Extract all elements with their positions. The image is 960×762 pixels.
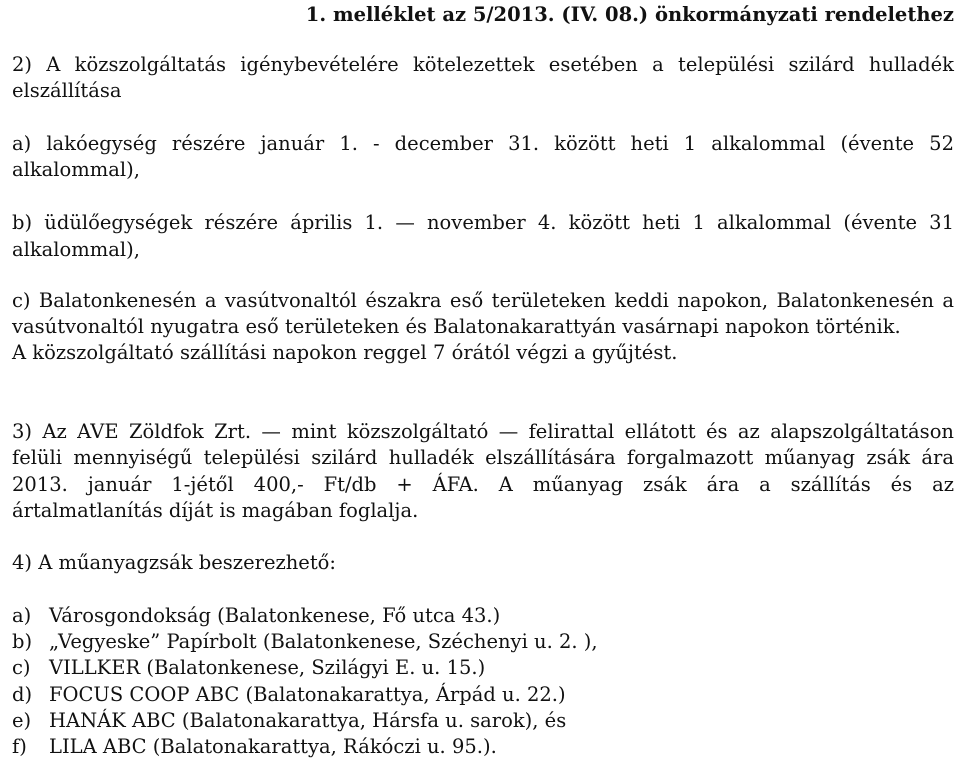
section-3-line-4: ártalmatlanítás díját is magában foglalja. <box>12 499 419 522</box>
shop-text: „Vegyeske” Papírbolt (Balatonkenese, Széchenyi u. 2. ), <box>49 630 598 653</box>
list-item <box>12 603 500 629</box>
annex-title: 1. melléklet az 5/2013. (IV. 08.) önkormányzati rendelethez <box>305 3 954 26</box>
list-item <box>12 682 566 708</box>
list-marker: b) <box>12 630 33 653</box>
section-3-line-3: 2013. január 1-jétől 400,- Ft/db + ÁFA. A műanyag zsák ára a szállítás és az <box>12 473 954 496</box>
list-item <box>12 655 485 681</box>
item-c-line-3: A közszolgáltató szállítási napokon reggel 7 órától végzi a gyűjtést. <box>12 341 678 364</box>
list-marker: e) <box>12 709 32 732</box>
list-marker: c) <box>12 656 31 679</box>
item-c-line-2: vasútvonaltól nyugatra eső területeken és Balatonakarattyán vasárnapi napokon történik. <box>12 315 901 338</box>
list-marker: a) <box>12 604 32 627</box>
item-b-line-2: alkalommal), <box>12 238 140 261</box>
shop-text: FOCUS COOP ABC (Balatonakarattya, Árpád u. 22.) <box>49 683 566 706</box>
section-3-line-2: felüli mennyiségű települési szilárd hulladék elszállítására forgalmazott műanyag zsák ára <box>12 446 954 469</box>
section-2-line-2: elszállítása <box>12 79 122 102</box>
list-item <box>12 708 566 734</box>
section-2-line-1: 2) A közszolgáltatás igénybevételére kötelezettek esetében a települési szilárd hulladék <box>12 53 954 76</box>
list-marker: f) <box>12 735 27 758</box>
item-a-line-1: a) lakóegység részére január 1. - december 31. között heti 1 alkalommal (évente 52 <box>12 132 954 155</box>
list-item <box>12 629 598 655</box>
section-3-line-1: 3) Az AVE Zöldfok Zrt. — mint közszolgáltató — felirattal ellátott és az alapszolgáltatáson <box>12 420 954 443</box>
shop-text: LILA ABC (Balatonakarattya, Rákóczi u. 95.). <box>49 735 497 758</box>
shop-text: VILLKER (Balatonkenese, Szilágyi E. u. 15.) <box>49 656 486 679</box>
shop-text: HANÁK ABC (Balatonakarattya, Hársfa u. sarok), és <box>49 709 567 732</box>
item-a-line-2: alkalommal), <box>12 158 140 181</box>
item-c-line-1: c) Balatonkenesén a vasútvonaltól északra eső területeken keddi napokon, Balatonkenesén a <box>12 289 954 312</box>
list-marker: d) <box>12 683 33 706</box>
section-4-heading: 4) A műanyagzsák beszerezhető: <box>12 551 336 574</box>
shop-text: Városgondokság (Balatonkenese, Fő utca 43.) <box>49 604 501 627</box>
list-item <box>12 734 497 760</box>
item-b-line-1: b) üdülőegységek részére április 1. — november 4. között heti 1 alkalommal (évente 31 <box>12 211 954 234</box>
